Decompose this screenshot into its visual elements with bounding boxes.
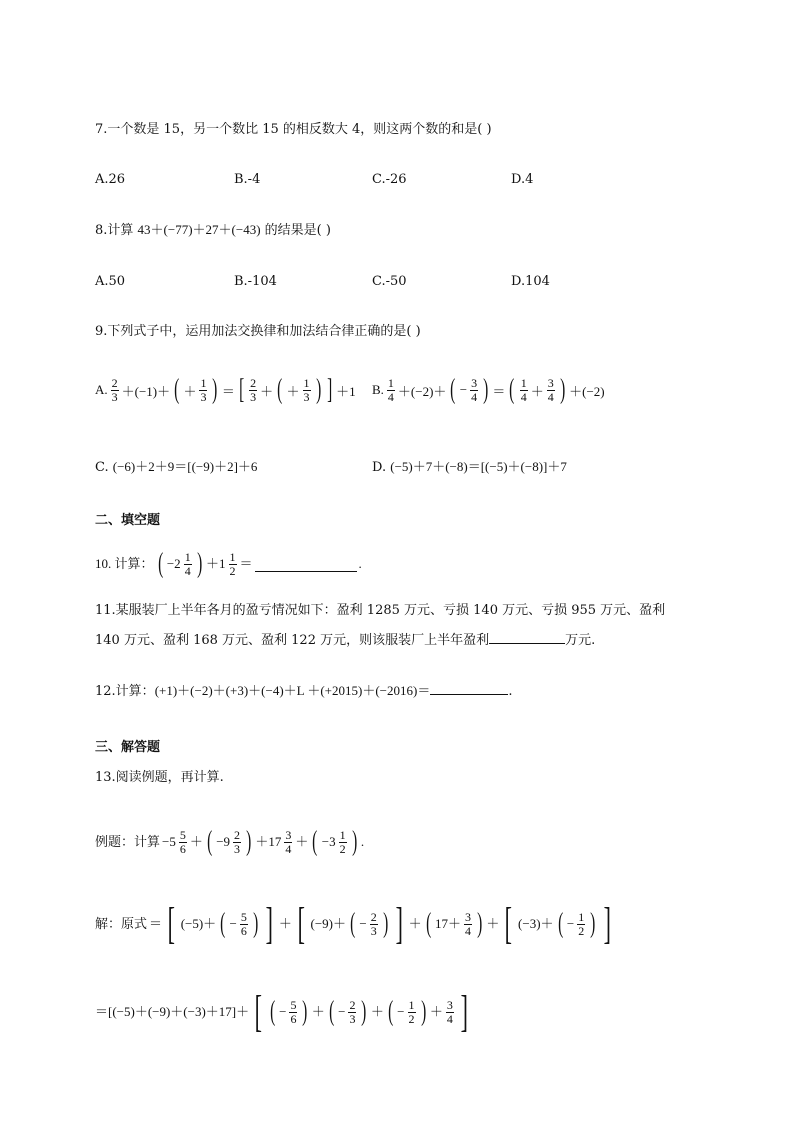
q13-solution-line1: 解：原式 ＝ [ (−5)＋ ( − $\frac{5}{6}$ ) ] ＋ [ (−9)＋ ( − $\frac{2}{3}$ ) ] ＋ ( 17＋ $\frac{3}{4}$ ) ＋ [ (−3)＋ ( − $\frac{1}{2}$ ) ] [95,899,611,948]
q12: 12.计算：(+1)＋(−2)＋(+3)＋(−4)＋L ＋(+2015)＋(−2016)＝ . [95,680,512,701]
q9-option-d[interactable]: D. (−5)＋7＋(−8)＝[(−5)＋(−8)]＋7 [372,459,567,475]
q8-stem-suffix: 的结果是( ) [264,223,331,238]
q11-line2: 140 万元、盈利 168 万元、盈利 122 万元，则该服装厂上半年盈利 万元. [95,629,595,650]
q7-option-c[interactable]: C.-26 [372,172,407,187]
q8-option-c[interactable]: C.-50 [372,274,407,289]
section-answer-title: 三、解答题 [95,740,161,755]
q9-option-a[interactable]: A. $\frac{2}{3}$ ＋(−1)＋ ( ＋ $\frac{1}{3}$ ) ＝ [ $\frac{2}{3}$ ＋ ( ＋ $\frac{1}{3}$ ) ] ＋1 [95,374,356,405]
q9-stem: 9.下列式子中，运用加法交换律和加法结合律正确的是( ) [95,324,421,339]
q7-option-a[interactable]: A.26 [95,172,126,187]
q13-example: 例题：计算 −5 $\frac{5}{6}$ ＋ ( −9 $\frac{2}{3}$ ) ＋17 $\frac{3}{4}$ ＋ ( −3 $\frac{1}{2}$ ) . [95,826,365,857]
section-fill-in-title: 二、填空题 [95,513,161,528]
q13-stem: 13.阅读例题，再计算. [95,770,224,785]
q8-option-a[interactable]: A.50 [95,274,126,289]
q10: 10. 计算： ( −2 $\frac{1}{4}$ ) ＋1 $\frac{1}{2}$ ＝ . [95,548,362,579]
q11-line1: 11.某服装厂上半年各月的盈亏情况如下：盈利 1285 万元、亏损 140 万元、亏损 955 万元、盈利 [95,603,666,618]
q8-option-b[interactable]: B.-104 [234,274,277,289]
q8-stem-prefix: 8.计算 [95,223,134,238]
q7-option-b[interactable]: B.-4 [234,172,261,187]
q7-option-d[interactable]: D.4 [511,172,534,187]
q11-answer-blank[interactable] [489,629,565,644]
q9-option-b[interactable]: B. $\frac{1}{4}$ ＋(−2)＋ ( − $\frac{3}{4}$ ) ＝ ( $\frac{1}{4}$ ＋ $\frac{3}{4}$ ) ＋(−2) [372,374,605,405]
q10-answer-blank[interactable] [255,557,357,572]
q8-option-d[interactable]: D.104 [511,274,550,289]
q9-option-c[interactable]: C. (−6)＋2＋9＝[(−9)＋2]＋6 [95,459,258,475]
q8-expression: 43＋(−77)＋27＋(−43) [137,222,261,237]
q13-solution-line2: ＝[(−5)＋(−9)＋(−3)＋17]＋ [ ( − $\frac{5}{6}$ ) ＋ ( − $\frac{2}{3}$ ) ＋ ( − $\frac{1}{2}$ ) ＋ $\frac{3}{4}$ ] [95,987,468,1036]
q12-answer-blank[interactable] [430,680,508,695]
q8-stem [95,221,331,240]
q7-stem: 7.一个数是 15，另一个数比 15 的相反数大 4，则这两个数的和是( ) [95,122,492,137]
